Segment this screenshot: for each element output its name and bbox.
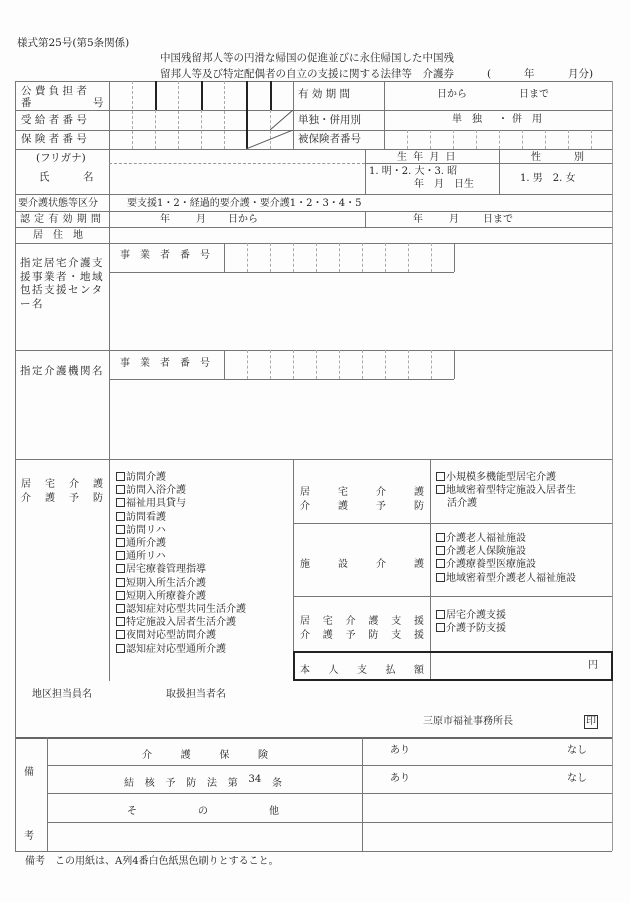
label-char: 予 xyxy=(165,778,176,789)
checkbox-icon[interactable] xyxy=(436,559,445,568)
service-label: 福祉用具貸与 xyxy=(126,498,186,510)
service-label: 訪問リハ xyxy=(126,524,166,536)
remarks-label-bottom: 考 xyxy=(24,831,34,842)
public-payer-label-1: 公 費 負 担 者 xyxy=(21,85,87,97)
public-payer-digit-1[interactable] xyxy=(118,84,130,106)
service-label: 地域密着型介護老人福祉施設 xyxy=(446,572,576,584)
cert-to-month[interactable]: 月 xyxy=(449,214,459,225)
checkbox-icon[interactable] xyxy=(116,578,125,587)
label-char: 予 xyxy=(69,493,79,504)
provider-number-label-1: 事 業 者 番 号 xyxy=(120,250,210,261)
label-char: 保 xyxy=(219,750,230,761)
label-char: 介 xyxy=(142,750,152,761)
sex-options[interactable]: 1. 男 2. 女 xyxy=(520,173,576,184)
service-label: 介護療養型医療施設 xyxy=(446,559,536,571)
sex-label-b: 別 xyxy=(574,152,584,163)
checkbox-icon[interactable] xyxy=(116,591,125,600)
service-label: 夜間対応型訪問介護 xyxy=(126,630,216,642)
label-char: 介 xyxy=(300,630,310,641)
service-label: 介護老人保険施設 xyxy=(446,546,526,558)
service-item[interactable] xyxy=(116,643,246,656)
self-pay-label xyxy=(300,661,424,676)
label-char: 介 xyxy=(69,479,79,490)
service-item[interactable] xyxy=(116,577,246,590)
extra-remarks-value-input[interactable] xyxy=(365,825,609,849)
service-item[interactable] xyxy=(116,616,246,629)
title-period-year: 年 xyxy=(524,68,535,80)
label-char: 宅 xyxy=(322,616,333,627)
service-item[interactable] xyxy=(116,563,246,576)
label-char: 険 xyxy=(257,750,268,761)
service-label: 認知症対応型通所介護 xyxy=(126,643,226,655)
tuberculosis-act-yes[interactable]: あり xyxy=(390,773,410,784)
single-combined-label: 単独・併用別 xyxy=(298,114,361,126)
label-char: 支 xyxy=(357,665,367,676)
service-item[interactable] xyxy=(116,590,246,603)
extra-remarks-label-input[interactable] xyxy=(50,825,359,849)
care-institution-name-input[interactable] xyxy=(112,382,608,456)
checkbox-icon[interactable] xyxy=(116,538,125,547)
remarks-row-label xyxy=(124,774,282,789)
service-label: 介護予防支援 xyxy=(446,623,506,635)
furigana-input[interactable] xyxy=(112,151,362,162)
care-level-label: 要介護状態等区分 xyxy=(18,198,98,209)
form-number: 様式第25号(第5条関係) xyxy=(17,37,130,49)
service-label: 介護老人福祉施設 xyxy=(446,533,526,544)
remarks-row-label xyxy=(127,802,279,817)
service-item[interactable] xyxy=(436,572,576,585)
service-item-continued xyxy=(436,497,576,510)
checkbox-icon[interactable] xyxy=(436,610,445,619)
facility-service-list xyxy=(436,532,576,585)
checkbox-icon[interactable] xyxy=(116,498,125,507)
footnote: 備考 この用紙は、A列4番白色紙黒色刷りとすること。 xyxy=(25,856,279,867)
district-officer-label: 地区担当員名 xyxy=(32,689,92,700)
label-char: 介 xyxy=(345,616,356,627)
service-item[interactable] xyxy=(116,537,246,550)
combined-option[interactable]: 併 用 xyxy=(512,114,542,125)
service-label: 活介護 xyxy=(447,498,477,510)
label-char: 介 xyxy=(376,487,386,498)
label-char: 宅 xyxy=(338,487,348,498)
label-char: 護 xyxy=(322,630,333,641)
name-input[interactable] xyxy=(112,166,362,192)
checkbox-icon[interactable] xyxy=(116,644,125,653)
care-insurance-no[interactable]: なし xyxy=(567,745,587,756)
service-label: 小規模多機能型居宅介護 xyxy=(446,472,556,483)
valid-from-text[interactable]: 日から xyxy=(437,89,467,100)
label-char: 護 xyxy=(414,487,424,498)
label-char: 結 xyxy=(124,778,134,789)
office-head-label: 三原市福祉事務所長 xyxy=(423,716,513,727)
cert-to-year[interactable]: 年 xyxy=(413,214,423,225)
name-label-a: 氏 xyxy=(39,171,50,183)
label-char: 支 xyxy=(391,630,402,641)
label-char: 宅 xyxy=(45,479,55,490)
label-char: 額 xyxy=(414,665,424,676)
residence-label: 居 住 地 xyxy=(33,230,83,241)
title-period-open: ( xyxy=(487,68,492,80)
cert-from-day[interactable]: 日から xyxy=(228,214,258,225)
service-item[interactable] xyxy=(116,603,246,616)
service-label: 特定施設入居者生活介護 xyxy=(126,617,236,629)
label-char: 人 xyxy=(328,665,339,676)
service-label: 居宅療養管理指導 xyxy=(126,564,206,576)
checkbox-icon[interactable] xyxy=(116,604,125,613)
name-label-b: 名 xyxy=(83,171,94,183)
label-char: 34 xyxy=(248,774,262,785)
service-item[interactable] xyxy=(116,511,246,524)
label-char: 護 xyxy=(45,493,55,504)
provider-number-input-2[interactable] xyxy=(225,351,453,378)
service-label: 訪問介護 xyxy=(126,472,166,483)
service-item[interactable] xyxy=(436,545,576,558)
facility-care-label xyxy=(300,555,424,570)
handler-label: 取扱担当者名 xyxy=(166,689,226,700)
label-char: 防 xyxy=(93,493,103,504)
label-char: 予 xyxy=(376,501,386,512)
service-item[interactable] xyxy=(436,609,506,622)
community-label-line2 xyxy=(300,497,424,512)
service-item[interactable] xyxy=(116,629,246,642)
furigana-label: (フリガナ) xyxy=(36,152,86,164)
checkbox-icon[interactable] xyxy=(116,617,125,626)
label-char: 居 xyxy=(21,479,31,490)
service-label: 通所介護 xyxy=(126,538,166,550)
cert-to-day[interactable]: 日まで xyxy=(483,214,513,225)
checkbox-icon[interactable] xyxy=(436,472,445,481)
label-char: 第 xyxy=(227,778,238,789)
label-char: 護 xyxy=(414,559,424,570)
care-insurance-yes[interactable]: あり xyxy=(390,745,410,756)
label-char: 法 xyxy=(207,778,217,789)
title-period-month: 月分) xyxy=(568,68,594,80)
checkbox-icon[interactable] xyxy=(116,525,125,534)
service-label: 地域密着型特定施設入居者生 xyxy=(446,485,576,497)
service-item[interactable] xyxy=(116,550,246,563)
service-item[interactable] xyxy=(436,484,576,497)
label-char: 介 xyxy=(21,493,31,504)
valid-to-text[interactable]: 日まで xyxy=(519,89,549,100)
checkbox-icon[interactable] xyxy=(436,546,445,555)
other-remarks-input[interactable] xyxy=(365,796,609,820)
care-support-service-list xyxy=(436,609,506,635)
sex-label-a: 性 xyxy=(531,152,541,163)
home-support-provider-label: 指定居宅介護支援事業者・地域包括支援センター名 xyxy=(20,257,104,310)
insured-number-label: 被保険者番号 xyxy=(298,133,361,145)
service-label: 訪問入浴介護 xyxy=(126,485,186,497)
label-char: 護 xyxy=(180,750,191,761)
label-char: の xyxy=(198,806,208,817)
service-label: 訪問看護 xyxy=(126,511,166,523)
service-item[interactable] xyxy=(116,484,246,497)
service-label: 短期入所療養介護 xyxy=(126,590,206,602)
care-support-label-line2 xyxy=(300,626,424,641)
label-char: 払 xyxy=(385,665,396,676)
label-char: 予 xyxy=(345,630,356,641)
provider-number-label-2: 事 業 者 番 号 xyxy=(120,358,210,369)
community-service-list xyxy=(436,471,576,511)
service-item[interactable] xyxy=(436,471,576,484)
label-char: 居 xyxy=(300,616,310,627)
public-payer-label-2b: 号 xyxy=(93,97,104,109)
label-char: 護 xyxy=(93,479,103,490)
service-label: 通所リハ xyxy=(126,551,166,563)
service-item[interactable] xyxy=(116,524,246,537)
checkbox-icon[interactable] xyxy=(116,630,125,639)
service-label: 居宅介護支援 xyxy=(446,610,506,621)
label-char: 居 xyxy=(300,487,310,498)
service-label: 短期入所生活介護 xyxy=(126,577,206,589)
checkbox-icon[interactable] xyxy=(436,623,445,632)
remarks-row-label xyxy=(142,746,268,761)
service-item[interactable] xyxy=(436,622,506,635)
public-payer-label-2a: 番 xyxy=(21,97,32,109)
label-char: 他 xyxy=(269,806,279,817)
era-options[interactable]: 1. 明・2. 大・3. 昭 xyxy=(369,166,458,177)
form-title-line1: 中国残留邦人等の円滑な帰国の促進並びに永住帰国した中国残 xyxy=(160,52,454,64)
cert-from-month[interactable]: 月 xyxy=(196,214,206,225)
option-separator: ・ xyxy=(498,114,508,125)
label-char: 施 xyxy=(300,559,310,570)
home-care-label-line1 xyxy=(21,475,103,490)
valid-period-label: 有 効 期 間 xyxy=(298,88,351,100)
cert-from-year[interactable]: 年 xyxy=(160,214,170,225)
service-item[interactable] xyxy=(436,532,576,545)
label-char: 防 xyxy=(368,630,379,641)
service-item[interactable] xyxy=(116,497,246,510)
label-char: 支 xyxy=(391,616,402,627)
label-char: 援 xyxy=(413,616,424,627)
label-char: 護 xyxy=(338,501,348,512)
provider-name-input[interactable] xyxy=(112,275,608,347)
label-char: そ xyxy=(127,806,137,817)
tuberculosis-act-no[interactable]: なし xyxy=(567,773,587,784)
service-item[interactable] xyxy=(436,558,576,571)
community-label-line1 xyxy=(300,483,424,498)
home-care-label-line2 xyxy=(21,489,103,504)
recipient-number-strike xyxy=(270,110,293,130)
self-pay-amount-input[interactable] xyxy=(433,654,583,678)
insurer-number-label: 保 険 者 番 号 xyxy=(21,133,87,145)
label-char: 核 xyxy=(144,778,155,789)
checkbox-icon[interactable] xyxy=(436,573,445,582)
self-pay-unit: 円 xyxy=(588,660,598,671)
checkbox-icon[interactable] xyxy=(436,533,445,542)
checkbox-icon[interactable] xyxy=(116,472,125,481)
label-char: 援 xyxy=(413,630,424,641)
form-title-line2: 留邦人等及び特定配偶者の自立の支援に関する法律等 介護券 xyxy=(160,68,454,80)
checkbox-icon[interactable] xyxy=(116,564,125,573)
provider-number-input-1[interactable] xyxy=(225,244,453,271)
birth-date-label: 生 年 月 日 xyxy=(397,152,456,163)
label-char: 防 xyxy=(186,778,197,789)
care-institution-label: 指定介護機関名 xyxy=(20,365,104,377)
label-char: 防 xyxy=(414,501,424,512)
recipient-number-label: 受 給 者 番 号 xyxy=(21,114,87,126)
residence-input[interactable] xyxy=(112,229,608,242)
label-char: 護 xyxy=(368,616,379,627)
service-label: 認知症対応型共同生活介護 xyxy=(126,604,246,616)
care-support-label-line1 xyxy=(300,612,424,627)
label-char: 介 xyxy=(300,501,310,512)
label-char: 介 xyxy=(376,559,386,570)
care-level-options[interactable]: 要支援1・2・経過的要介護・要介護1・2・3・4・5 xyxy=(127,198,362,209)
insurer-number-strike xyxy=(246,130,293,149)
remarks-label-top: 備 xyxy=(24,767,34,778)
checkbox-icon[interactable] xyxy=(116,485,125,494)
birth-date-units[interactable]: 年 月 日生 xyxy=(414,179,474,190)
label-char: 本 xyxy=(300,665,310,676)
service-item[interactable] xyxy=(116,471,246,484)
home-care-service-list xyxy=(116,471,246,656)
seal-stamp-icon: 印 xyxy=(586,716,596,727)
cert-period-label: 認 定 有 効 期 間 xyxy=(20,214,101,225)
label-char: 設 xyxy=(338,559,348,570)
single-option[interactable]: 単 独 xyxy=(452,114,482,125)
label-char: 条 xyxy=(271,778,282,789)
checkbox-icon[interactable] xyxy=(116,512,125,521)
checkbox-icon[interactable] xyxy=(436,485,445,494)
checkbox-icon[interactable] xyxy=(116,551,125,560)
